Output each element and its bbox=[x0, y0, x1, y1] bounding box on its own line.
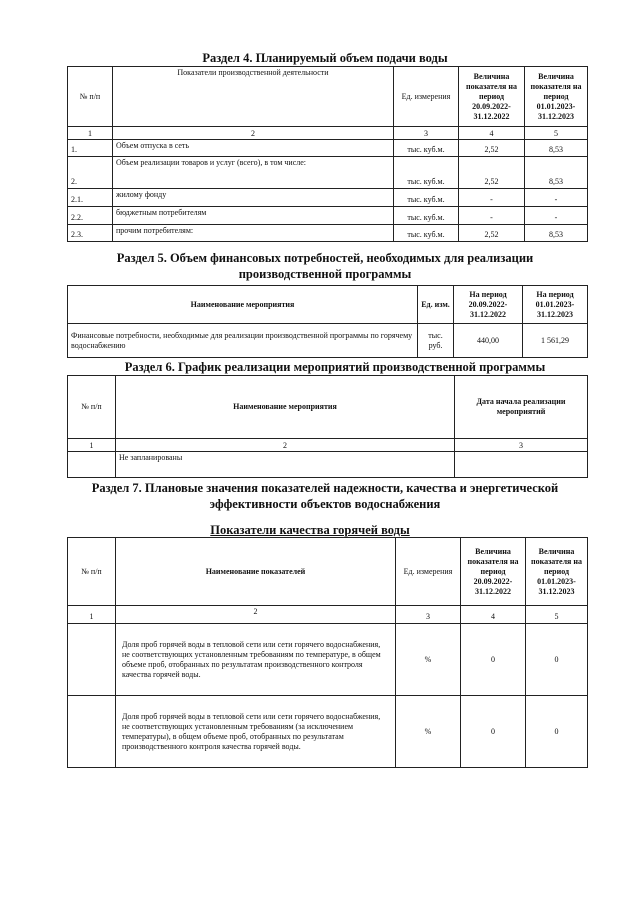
row-value-2: 8,53 bbox=[525, 225, 588, 242]
section-5-title bbox=[60, 250, 590, 282]
table-row bbox=[68, 189, 588, 207]
col-index: 2 bbox=[116, 439, 455, 452]
col-period2-header: Величина показателя на период 01.01.2023-31.12.2023 bbox=[526, 538, 588, 606]
col-unit-header: Ед. измерения bbox=[396, 538, 461, 606]
table-row bbox=[68, 324, 588, 358]
row-name: бюджетным потребителям bbox=[113, 207, 394, 225]
table-row bbox=[68, 452, 588, 478]
quality-subtitle: Показатели качества горячей воды bbox=[210, 523, 410, 537]
row-value-1: - bbox=[459, 189, 525, 207]
row-name: Объем отпуска в сеть bbox=[113, 140, 394, 157]
row-unit: % bbox=[396, 696, 461, 768]
col-indicator-header: Показатели производственной деятельности bbox=[113, 67, 394, 127]
row-value-2: - bbox=[525, 207, 588, 225]
col-index: 5 bbox=[526, 606, 588, 624]
col-num-header: № п/п bbox=[68, 376, 116, 439]
row-unit: тыс. куб.м. bbox=[394, 157, 459, 189]
row-num bbox=[68, 452, 116, 478]
col-period1-header: Величина показателя на период 20.09.2022-31.12.2022 bbox=[459, 67, 525, 127]
row-unit: тыс. руб. bbox=[418, 324, 454, 358]
section-5-title-line-2: производственной программы bbox=[238, 267, 412, 281]
row-unit: % bbox=[396, 624, 461, 696]
row-value-1: 2,52 bbox=[459, 157, 525, 189]
col-period1-header: На период 20.09.2022-31.12.2022 bbox=[454, 286, 523, 324]
section-4-table bbox=[67, 66, 588, 242]
table-row bbox=[68, 624, 588, 696]
col-num-header: № п/п bbox=[68, 67, 113, 127]
col-index: 1 bbox=[68, 439, 116, 452]
row-num: 2.2. bbox=[68, 207, 113, 225]
row-value-2: - bbox=[525, 189, 588, 207]
row-unit: тыс. куб.м. bbox=[394, 207, 459, 225]
section-7-title-line-1: Раздел 7. Плановые значения показателей надежности, качества и энергетической bbox=[91, 481, 559, 495]
row-unit: тыс. куб.м. bbox=[394, 189, 459, 207]
row-name: прочим потребителям: bbox=[113, 225, 394, 242]
row-value-2: 0 bbox=[526, 696, 588, 768]
col-name-header: Наименование показателей bbox=[116, 538, 396, 606]
section-6-table bbox=[67, 375, 588, 478]
col-name-header: Наименование мероприятия bbox=[68, 286, 418, 324]
table-row bbox=[68, 696, 588, 768]
row-num: 2.1. bbox=[68, 189, 113, 207]
section-7-title bbox=[40, 480, 610, 512]
row-name: Не запланированы bbox=[116, 452, 455, 478]
col-index: 2 bbox=[113, 127, 394, 140]
col-unit-header: Ед. измерения bbox=[394, 67, 459, 127]
table-row bbox=[68, 140, 588, 157]
col-name-header: Наименование мероприятия bbox=[116, 376, 455, 439]
row-num bbox=[68, 696, 116, 768]
row-value-2: 0 bbox=[526, 624, 588, 696]
col-index: 4 bbox=[459, 127, 525, 140]
col-index: 3 bbox=[396, 606, 461, 624]
col-period2-header: На период 01.01.2023-31.12.2023 bbox=[523, 286, 588, 324]
row-value-1: - bbox=[459, 207, 525, 225]
table-row bbox=[68, 207, 588, 225]
row-value-1: 2,52 bbox=[459, 140, 525, 157]
section-5-table bbox=[67, 285, 588, 358]
col-index: 4 bbox=[461, 606, 526, 624]
row-value-2: 8,53 bbox=[525, 157, 588, 189]
row-name: жилому фонду bbox=[113, 189, 394, 207]
row-date bbox=[455, 452, 588, 478]
col-index: 1 bbox=[68, 127, 113, 140]
row-num: 2.3. bbox=[68, 225, 113, 242]
row-num: 1. bbox=[68, 140, 113, 157]
row-value-2: 1 561,29 bbox=[523, 324, 588, 358]
row-value-1: 2,52 bbox=[459, 225, 525, 242]
col-index: 1 bbox=[68, 606, 116, 624]
row-num bbox=[68, 624, 116, 696]
col-period1-header: Величина показателя на период 20.09.2022-31.12.2022 bbox=[461, 538, 526, 606]
col-index: 2 bbox=[116, 606, 396, 624]
row-num: 2. bbox=[68, 157, 113, 189]
row-unit: тыс. куб.м. bbox=[394, 140, 459, 157]
row-name: Доля проб горячей воды в тепловой сети или сети горячего водоснабжения, не соответствующих установленным требованиям (за исключением температуры), в общем объеме проб, отобранных по результатам производственного контроля качества горячей воды. bbox=[116, 696, 396, 768]
row-name: Доля проб горячей воды в тепловой сети или сети горячего водоснабжения, не соответствующих установленным требованиям по температуре, в общем объеме проб, отобранных по результатам производственного контроля качества горячей воды. bbox=[116, 624, 396, 696]
table-row bbox=[68, 225, 588, 242]
row-value-1: 440,00 bbox=[454, 324, 523, 358]
col-index: 3 bbox=[394, 127, 459, 140]
section-5-title-line-1: Раздел 5. Объем финансовых потребностей, необходимых для реализации bbox=[116, 251, 534, 265]
section-4-title: Раздел 4. Планируемый объем подачи воды bbox=[202, 51, 448, 65]
col-index: 3 bbox=[455, 439, 588, 452]
section-7-table bbox=[67, 537, 588, 768]
row-value-2: 8,53 bbox=[525, 140, 588, 157]
col-num-header: № п/п bbox=[68, 538, 116, 606]
table-row bbox=[68, 157, 588, 189]
section-6-title: Раздел 6. График реализации мероприятий производственной программы bbox=[124, 360, 546, 374]
row-value-1: 0 bbox=[461, 624, 526, 696]
col-date-header: Дата начала реализации мероприятий bbox=[455, 376, 588, 439]
row-unit: тыс. куб.м. bbox=[394, 225, 459, 242]
row-value-1: 0 bbox=[461, 696, 526, 768]
col-period2-header: Величина показателя на период 01.01.2023-31.12.2023 bbox=[525, 67, 588, 127]
col-unit-header: Ед. изм. bbox=[418, 286, 454, 324]
col-index: 5 bbox=[525, 127, 588, 140]
section-7-title-line-2: эффективности объектов водоснабжения bbox=[209, 497, 441, 511]
row-name: Финансовые потребности, необходимые для реализации производственной программы по горячему водоснабжению bbox=[68, 324, 418, 358]
row-name: Объем реализации товаров и услуг (всего), в том числе: bbox=[113, 157, 394, 189]
